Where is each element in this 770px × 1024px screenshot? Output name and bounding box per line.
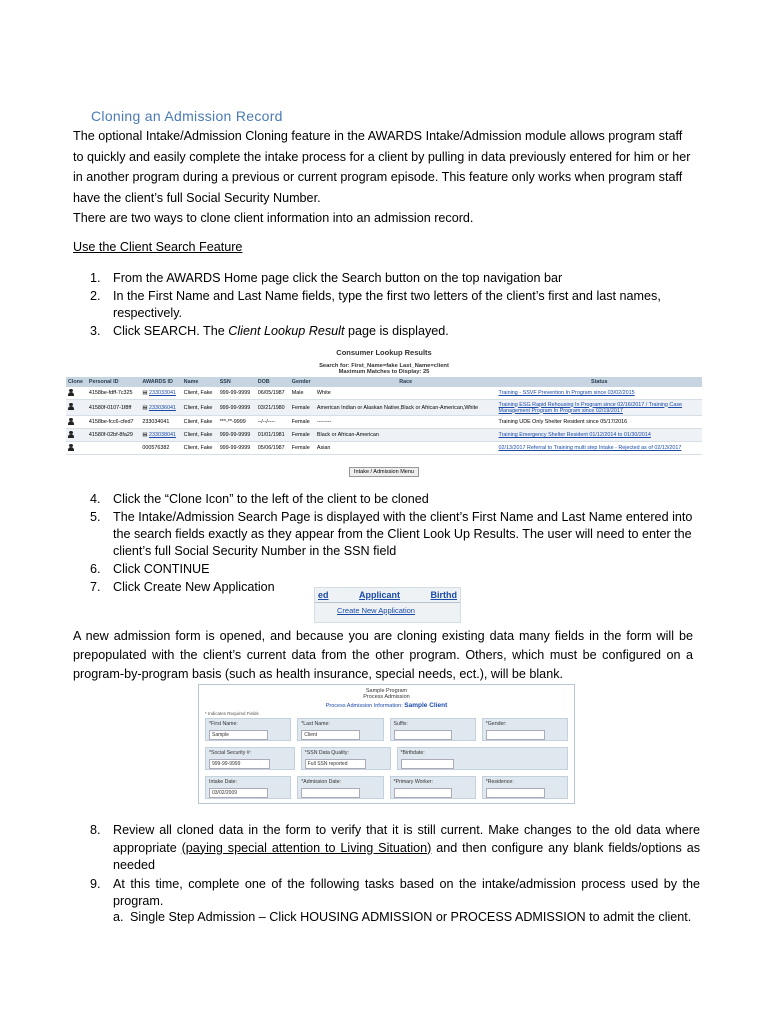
lookup-title: Consumer Lookup Results [336, 348, 432, 357]
ssn-quality-field: *SSN Data Quality: Full SSN reported [301, 747, 391, 770]
lookup-table [66, 377, 702, 455]
list-item: 5. The Intake/Admission Search Page is displayed with the client’s First Name and Last Name entered into the search fields exactly as they appear from the Client Look Up Results. The user will need to enter the client’s full Social Security Number in the SSN field [90, 510, 693, 558]
sub-step-a [113, 909, 703, 927]
primary-worker-select[interactable] [394, 788, 453, 798]
create-application-snippet: ed Applicant Birthd Create New Application [314, 587, 461, 623]
table-header: Clone Personal ID AWARDS ID Name SSN DOB Gender Race Status [66, 377, 702, 387]
lookup-max-line: Maximum Matches to Display: 25 [338, 369, 430, 375]
record-icon: ▤ [142, 404, 148, 411]
form-row-1 [199, 718, 574, 741]
clone-icon[interactable] [68, 418, 76, 425]
birthdate-field: *Birthdate: [397, 747, 569, 770]
residence-select[interactable] [486, 788, 545, 798]
steps-list-a [90, 270, 700, 341]
intro-text: The optional Intake/Admission Cloning feature in the AWARDS Intake/Admission module allows program staff to quickly and easily complete the intake process for a client by pulling in data previously entered for him or her in another program during a previous or current program episode. This feature only works when program staff have the client’s full Social Security Number. [73, 129, 691, 205]
steps-list-b [90, 491, 700, 597]
record-icon: ▤ [142, 390, 148, 396]
ssn-input[interactable]: 999-99-9999 [209, 759, 270, 769]
form-row-3 [199, 776, 574, 799]
list-item: 2. In the First Name and Last Name fields, type the first two letters of the client’s first and last names, respectively. [90, 289, 661, 320]
residence-field: *Residence: [482, 776, 568, 799]
first-name-input[interactable]: Sample [209, 730, 268, 740]
primary-worker-field: *Primary Worker: [390, 776, 476, 799]
gender-field: *Gender: [482, 718, 568, 741]
steps-list-c [90, 822, 700, 912]
table-row: 4158be-fcc6-cfed7 233034041 Client, Fake ***-**-9999 --/--/---- Female -------- Training UDE Only Shelter Resident since 05/17/2016 [66, 416, 702, 429]
record-icon: ▤ [142, 432, 148, 438]
clone-icon[interactable] [68, 431, 76, 438]
admission-paragraph: A new admission form is opened, and because you are cloning existing data many fields in the form will be prepopulated with the client’s current data from the other program. Others, which must be configured on a program-by-program basis (such as health insurance, special needs, ect.), will be blank. [73, 629, 693, 681]
first-name-field: *First Name: Sample [205, 718, 291, 741]
table-row: 41580f-02bf-8fa29 ▤ 233038041 Client, Fake 999-99-9999 01/01/1981 Female Black or African-American Training Emergency Shelter Resident 01/12/2014 to 01/30/2014 [66, 429, 702, 442]
form-row-2 [199, 747, 574, 770]
form-action: Process Admission [363, 694, 410, 700]
admission-date-input[interactable] [301, 788, 360, 798]
intro-paragraph [73, 126, 693, 229]
create-new-application-link[interactable]: Create New Application [337, 606, 415, 615]
list-item: 6. Click CONTINUE [90, 562, 210, 576]
admission-date-field: *Admission Date: [297, 776, 383, 799]
birthdate-input[interactable] [401, 759, 454, 769]
intake-date-input[interactable]: 03/02/2009 [209, 788, 268, 798]
list-item: a. Single Step Admission – Click HOUSING ADMISSION or PROCESS ADMISSION to admit the client. [113, 910, 692, 924]
last-name-input[interactable]: Client [301, 730, 360, 740]
table-row: 4158be-fdff-7c325 ▤ 233033041 Client, Fake 999-99-9999 06/05/1987 Male White Training - SSVF Prevention In Program since 03/02/2015 [66, 387, 702, 400]
list-item: 7. Click Create New Application [90, 580, 275, 594]
list-item: 4. Click the “Clone Icon” to the left of the client to be cloned [90, 492, 429, 506]
list-item: 8. Review all cloned data in the form to verify that it is still current. Make changes to the old data where appropriate (paying special attention to Living Situation) and then configure any blank fields/options as needed [90, 823, 701, 872]
process-admission-form: Sample Program Process Admission Process Admission Information: Sample Client * Indicates Required Fields *First Name: Sample *Last Name: Client Suffix: *Gender: *Social Security #: 999-99-9999 *SSN Data Quality: Full SSN reported *Birthdate: Intake Date: 03/02/2009 *Admission Date: *Primary Worker: *Residence: [198, 684, 575, 804]
ssn-quality-select[interactable]: Full SSN reported [305, 759, 366, 769]
list-item: 9. At this time, complete one of the following tasks based on the intake/admission process used by the program. [90, 876, 700, 908]
last-name-field: *Last Name: Client [297, 718, 383, 741]
lookup-search-line: Search for: First_Name=fake Last_Name=client [319, 363, 449, 369]
list-item: 3. Click SEARCH. The Client Lookup Result page is displayed. [90, 324, 449, 338]
list-item: 1. From the AWARDS Home page click the Search button on the top navigation bar [90, 271, 563, 285]
clone-icon[interactable] [68, 444, 76, 451]
lookup-results-figure [66, 348, 702, 478]
page-heading: Cloning an Admission Record [91, 108, 283, 124]
clone-icon[interactable] [68, 389, 76, 396]
clone-icon[interactable] [68, 403, 76, 410]
table-row: 000576382 Client, Fake 999-99-9999 05/06/1987 Female Asian 02/13/2017 Referral to Training multi step Intake - Rejected as of 02/13/2017 [66, 442, 702, 455]
intake-admission-menu-button[interactable]: Intake / Admission Menu [349, 467, 419, 477]
suffix-input[interactable] [394, 730, 453, 740]
intake-date-field: Intake Date: 03/02/2009 [205, 776, 291, 799]
suffix-field: Suffix: [390, 718, 476, 741]
intro-text-2: There are two ways to clone client information into an admission record. [73, 211, 474, 225]
section-title: Use the Client Search Feature [73, 240, 243, 254]
table-row: 41580f-0107-1f8ff ▤ 233036041 Client, Fake 999-99-9999 03/21/1980 Female American Indian or Alaskan Native,Black or African-American,White Training ESG Rapid Rehousing In Program since 02/16/2017 / Training Case Management Program In Program since 02/19/2017 [66, 400, 702, 416]
form-program: Sample Program [365, 688, 408, 694]
ssn-field: *Social Security #: 999-99-9999 [205, 747, 295, 770]
gender-select[interactable] [486, 730, 545, 740]
